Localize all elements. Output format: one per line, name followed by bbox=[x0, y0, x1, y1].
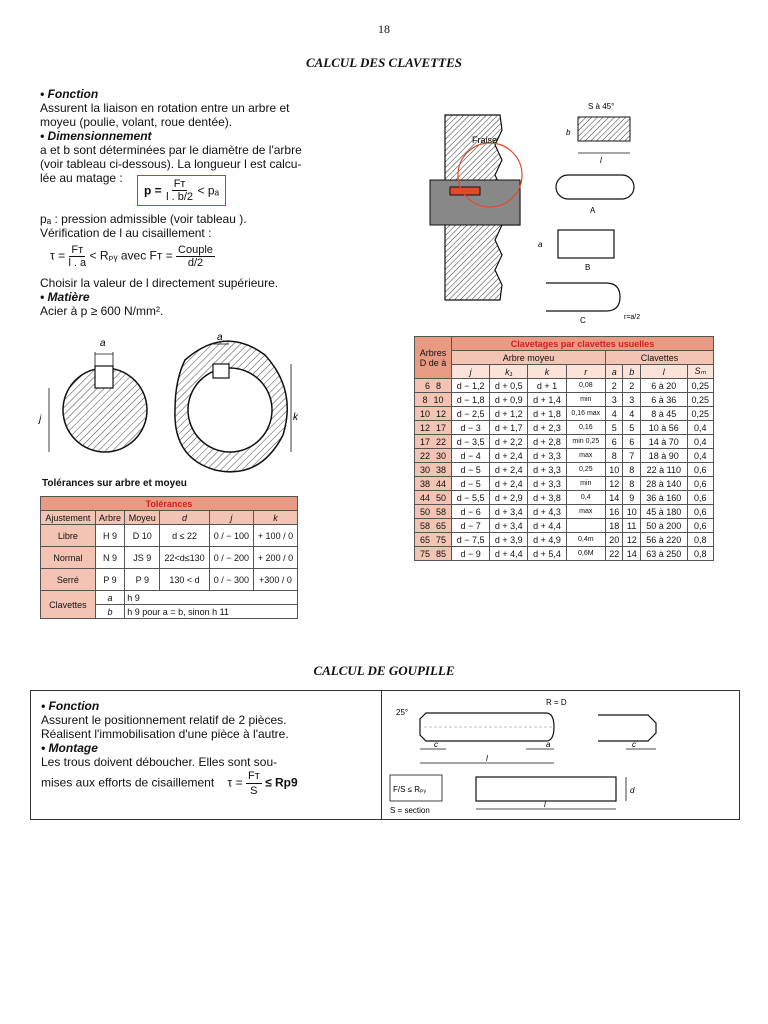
goupille-tau-right: ≤ Rp9 bbox=[265, 775, 298, 790]
table-row bbox=[415, 463, 714, 477]
goupille-fonction-text-1: Assurent le positionnement relatif de 2 pièces. bbox=[41, 713, 287, 727]
clav-subheader: b bbox=[623, 365, 640, 379]
fig-c2: c bbox=[632, 740, 636, 749]
table-cell: min bbox=[566, 477, 605, 491]
table-cell: 0,6 bbox=[687, 463, 713, 477]
table-cell: 0,6 bbox=[687, 491, 713, 505]
table-cell: 10 bbox=[623, 505, 640, 519]
table-cell: 0,8 bbox=[687, 533, 713, 547]
table-cell: 10 12 bbox=[415, 407, 452, 421]
goupille-tau-left: τ = bbox=[227, 775, 243, 790]
table-cell: 6 bbox=[623, 435, 640, 449]
label-C: C bbox=[580, 316, 586, 325]
table-cell: Clavettes bbox=[41, 591, 96, 619]
table-cell: 12 bbox=[623, 533, 640, 547]
goupille-text bbox=[41, 699, 371, 798]
table-cell: 0,6 bbox=[687, 519, 713, 533]
goupille-figure bbox=[386, 693, 736, 817]
table-cell: 8 bbox=[605, 449, 622, 463]
table-cell: 12 bbox=[605, 477, 622, 491]
tol-header: d bbox=[160, 511, 209, 525]
key-type-c bbox=[546, 283, 620, 311]
table-cell: d ≤ 22 bbox=[160, 525, 209, 547]
table-cell: 8 10 bbox=[415, 393, 452, 407]
table-cell: d + 2,2 bbox=[490, 435, 528, 449]
table-cell: 56 à 220 bbox=[640, 533, 687, 547]
table-cell: 45 à 180 bbox=[640, 505, 687, 519]
page-number: 18 bbox=[378, 22, 390, 36]
table-cell: d + 2,3 bbox=[528, 421, 566, 435]
b-label: b bbox=[566, 128, 571, 137]
tol-title: Tolérances bbox=[41, 497, 298, 511]
tau-left: τ = bbox=[50, 248, 66, 263]
shaft-hub-figure bbox=[35, 330, 305, 480]
table-row bbox=[415, 519, 714, 533]
table-cell: 17 22 bbox=[415, 435, 452, 449]
matiere-block bbox=[40, 276, 340, 318]
table-cell: 2 bbox=[623, 379, 640, 393]
table-cell: d − 5 bbox=[452, 463, 490, 477]
table-cell: h 9 bbox=[125, 591, 298, 605]
goupille-divider bbox=[381, 691, 382, 819]
table-cell: d + 3,3 bbox=[528, 463, 566, 477]
table-cell: N 9 bbox=[95, 547, 125, 569]
clav-subheader: l bbox=[640, 365, 687, 379]
goupille-montage-text-2: mises aux efforts de cisaillement bbox=[41, 775, 215, 790]
table-cell: d + 0,9 bbox=[490, 393, 528, 407]
goupille-fonction-heading: • Fonction bbox=[41, 699, 100, 713]
table-cell: d − 7,5 bbox=[452, 533, 490, 547]
fonction-text-1: Assurent la liaison en rotation entre un arbre et bbox=[40, 101, 290, 115]
table-cell: 20 bbox=[605, 533, 622, 547]
table-cell: d − 9 bbox=[452, 547, 490, 561]
table-cell: d − 4 bbox=[452, 449, 490, 463]
table-cell: 22 à 110 bbox=[640, 463, 687, 477]
table-cell: 0 / − 200 bbox=[209, 547, 253, 569]
table-cell: 8 bbox=[623, 477, 640, 491]
tau-mid: < Rₚᵧ avec Fᴛ = bbox=[89, 248, 173, 263]
table-cell: 6 à 36 bbox=[640, 393, 687, 407]
key-type-a bbox=[556, 175, 634, 199]
r-label: r=a/2 bbox=[624, 314, 641, 321]
s45-label: S à 45° bbox=[588, 102, 615, 111]
pa-text: pₐ : pression admissible (voir tableau ). bbox=[40, 212, 247, 226]
table-cell: 0,08 bbox=[566, 379, 605, 393]
tau-num: Fᴛ bbox=[71, 244, 84, 256]
table-cell: 65 75 bbox=[415, 533, 452, 547]
table-cell: 2 bbox=[605, 379, 622, 393]
table-cell: Normal bbox=[41, 547, 96, 569]
fonction-block bbox=[40, 87, 340, 185]
pa-block bbox=[40, 212, 340, 240]
table-row bbox=[415, 379, 714, 393]
tau-den: l . a bbox=[68, 257, 87, 269]
table-cell: 0,6 bbox=[687, 505, 713, 519]
label-A: A bbox=[590, 206, 596, 215]
fig-label-a2: a bbox=[217, 332, 223, 343]
table-cell: d + 3,8 bbox=[528, 491, 566, 505]
hub-bore bbox=[188, 368, 272, 452]
table-cell: 0,16 bbox=[566, 421, 605, 435]
fonction-heading: • Fonction bbox=[40, 87, 99, 101]
table-cell: 18 à 90 bbox=[640, 449, 687, 463]
fraise-label: Fraise bbox=[472, 135, 498, 145]
table-cell: d + 2,4 bbox=[490, 449, 528, 463]
table-cell: 11 bbox=[623, 519, 640, 533]
table-cell: 0,25 bbox=[687, 407, 713, 421]
table-cell: + 200 / 0 bbox=[253, 547, 297, 569]
table-cell: 50 à 200 bbox=[640, 519, 687, 533]
matiere-text: Acier à p ≥ 600 N/mm². bbox=[40, 304, 164, 318]
arbre-moyeu-header: Arbre moyeu bbox=[452, 351, 606, 365]
table-cell: 0 / − 300 bbox=[209, 569, 253, 591]
table-cell: d + 3,3 bbox=[528, 477, 566, 491]
table-row bbox=[415, 533, 714, 547]
fig-rd: R = D bbox=[546, 698, 567, 707]
arbres-header: Arbres D de à bbox=[415, 337, 452, 379]
tau-formula bbox=[50, 244, 215, 269]
tol-header: Moyeu bbox=[125, 511, 160, 525]
fonction-text-2: moyeu (poulie, volant, roue dentée). bbox=[40, 115, 233, 129]
table-cell: d − 1,8 bbox=[452, 393, 490, 407]
table-cell: 14 à 70 bbox=[640, 435, 687, 449]
fig-d: d bbox=[630, 786, 635, 795]
fig-l2: l bbox=[544, 800, 546, 809]
table-row bbox=[415, 449, 714, 463]
table-cell: d − 6 bbox=[452, 505, 490, 519]
table-cell: d − 3,5 bbox=[452, 435, 490, 449]
table-cell: + 100 / 0 bbox=[253, 525, 297, 547]
table-cell bbox=[566, 519, 605, 533]
table-cell: 18 bbox=[605, 519, 622, 533]
table-cell: Libre bbox=[41, 525, 96, 547]
table-cell: max bbox=[566, 449, 605, 463]
table-cell: h 9 pour a = b, sinon h 11 bbox=[125, 605, 298, 619]
choisir-text: Choisir la valeur de l directement supérieure. bbox=[40, 276, 279, 290]
goupille-montage-text-1: Les trous doivent déboucher. Elles sont sou- bbox=[41, 755, 278, 769]
table-cell: d − 2,5 bbox=[452, 407, 490, 421]
table-cell: b bbox=[95, 605, 125, 619]
table-cell: 5 bbox=[623, 421, 640, 435]
table-cell: 3 bbox=[605, 393, 622, 407]
table-cell: d + 1 bbox=[528, 379, 566, 393]
formula-p-left: p = bbox=[144, 183, 162, 198]
table-cell: d + 1,4 bbox=[528, 393, 566, 407]
fig-section: S = section bbox=[390, 806, 430, 815]
goupille-box bbox=[30, 690, 740, 820]
table-cell: 44 50 bbox=[415, 491, 452, 505]
table-cell: 38 44 bbox=[415, 477, 452, 491]
goupille-montage-line-2 bbox=[41, 769, 371, 798]
table-cell: 0,4m bbox=[566, 533, 605, 547]
table-cell: d + 4,3 bbox=[528, 505, 566, 519]
table-cell: 9 bbox=[623, 491, 640, 505]
dimension-text-2: (voir tableau ci-dessous). La longueur l est calcu- bbox=[40, 157, 302, 171]
table-cell: 8 bbox=[623, 463, 640, 477]
table-cell: 28 à 140 bbox=[640, 477, 687, 491]
table-cell: 6 bbox=[605, 435, 622, 449]
table-cell: d + 4,4 bbox=[528, 519, 566, 533]
pin-short bbox=[598, 715, 656, 741]
table-row bbox=[415, 547, 714, 561]
table-cell: 36 à 160 bbox=[640, 491, 687, 505]
table-cell: d + 1,8 bbox=[528, 407, 566, 421]
goupille-tau-num: Fᴛ bbox=[247, 770, 260, 782]
tolerance-table bbox=[40, 496, 298, 619]
tol-header: j bbox=[209, 511, 253, 525]
table-cell: d + 1,7 bbox=[490, 421, 528, 435]
table-cell: 14 bbox=[605, 491, 622, 505]
table-cell: 22<d≤130 bbox=[160, 547, 209, 569]
table-cell: 22 bbox=[605, 547, 622, 561]
key-type-b bbox=[558, 230, 614, 258]
table-cell: 6 à 20 bbox=[640, 379, 687, 393]
tol-header: Arbre bbox=[95, 511, 125, 525]
table-cell: 10 bbox=[605, 463, 622, 477]
table-cell: d + 1,2 bbox=[490, 407, 528, 421]
dimension-heading: • Dimensionnement bbox=[40, 129, 152, 143]
pulley-key-figure bbox=[410, 95, 670, 325]
tol-header: Ajustement bbox=[41, 511, 96, 525]
hub-keyway bbox=[213, 364, 229, 378]
table-cell: d + 5,4 bbox=[528, 547, 566, 561]
table-row bbox=[415, 505, 714, 519]
table-cell: 3 bbox=[623, 393, 640, 407]
table-cell: D 10 bbox=[125, 525, 160, 547]
table-cell: 130 < d bbox=[160, 569, 209, 591]
clavetage-table bbox=[414, 336, 714, 561]
table-cell: d − 5 bbox=[452, 477, 490, 491]
clav-subheader: a bbox=[605, 365, 622, 379]
table-cell: d − 7 bbox=[452, 519, 490, 533]
fig-l1: l bbox=[486, 754, 488, 763]
table-cell: 4 bbox=[623, 407, 640, 421]
table-cell: 58 65 bbox=[415, 519, 452, 533]
table-cell: +300 / 0 bbox=[253, 569, 297, 591]
table-cell: d + 3,4 bbox=[490, 519, 528, 533]
fig-box-text: F/S ≤ Rₚᵧ bbox=[393, 785, 427, 794]
table-cell: 10 à 56 bbox=[640, 421, 687, 435]
table-cell: 0,8 bbox=[687, 547, 713, 561]
table-cell: 0,25 bbox=[687, 379, 713, 393]
table-cell: 0,4 bbox=[566, 491, 605, 505]
table-cell: 30 38 bbox=[415, 463, 452, 477]
clav-subheader: j bbox=[452, 365, 490, 379]
table-cell: 0,6M bbox=[566, 547, 605, 561]
table-row bbox=[415, 407, 714, 421]
table-cell: H 9 bbox=[95, 525, 125, 547]
title-goupille: CALCUL DE GOUPILLE bbox=[313, 663, 455, 678]
table-cell: 63 à 250 bbox=[640, 547, 687, 561]
table-cell: d + 2,8 bbox=[528, 435, 566, 449]
key-top-view bbox=[578, 117, 630, 141]
table-cell: 0,25 bbox=[687, 393, 713, 407]
dimension-text-3: lée au matage : bbox=[40, 171, 123, 185]
table-row bbox=[415, 393, 714, 407]
fig-label-k: k bbox=[293, 412, 298, 423]
table-cell: d + 2,4 bbox=[490, 477, 528, 491]
couple-den: d/2 bbox=[187, 257, 204, 269]
table-row bbox=[415, 477, 714, 491]
fig-25: 25° bbox=[396, 708, 409, 717]
table-cell: 0 / − 100 bbox=[209, 525, 253, 547]
fig-a: a bbox=[546, 740, 551, 749]
table-cell: 0,25 bbox=[566, 463, 605, 477]
dimension-text-1: a et b sont déterminées par le diamètre de l'arbre bbox=[40, 143, 302, 157]
clav-title: Clavetages par clavettes usuelles bbox=[452, 337, 714, 351]
table-cell: d + 3,3 bbox=[528, 449, 566, 463]
goupille-fonction-text-2: Réalisent l'immobilisation d'une pièce à l'autre. bbox=[41, 727, 289, 741]
goupille-montage-heading: • Montage bbox=[41, 741, 98, 755]
table-cell: 0,16 max bbox=[566, 407, 605, 421]
table-cell: d + 3,4 bbox=[490, 505, 528, 519]
shaft-keyway bbox=[95, 366, 113, 388]
table-cell: 50 58 bbox=[415, 505, 452, 519]
table-cell: 14 bbox=[623, 547, 640, 561]
title-clavettes: CALCUL DES CLAVETTES bbox=[305, 55, 463, 70]
clav-subheader: k₁ bbox=[490, 365, 528, 379]
matiere-heading: • Matière bbox=[40, 290, 90, 304]
fig-c1: c bbox=[434, 740, 438, 749]
table-cell: min 0,25 bbox=[566, 435, 605, 449]
table-cell: 5 bbox=[605, 421, 622, 435]
table-cell: d − 5,5 bbox=[452, 491, 490, 505]
table-cell: P 9 bbox=[125, 569, 160, 591]
table-cell: d + 3,9 bbox=[490, 533, 528, 547]
tolerances-caption: Tolérances sur arbre et moyeu bbox=[42, 478, 187, 489]
label-B: B bbox=[585, 263, 591, 272]
table-cell: d + 2,9 bbox=[490, 491, 528, 505]
clavettes-header: Clavettes bbox=[605, 351, 713, 365]
table-cell: d − 3 bbox=[452, 421, 490, 435]
table-cell: 12 17 bbox=[415, 421, 452, 435]
formula-p-right: < pₐ bbox=[197, 183, 219, 198]
table-cell: 7 bbox=[623, 449, 640, 463]
clav-subheader: r bbox=[566, 365, 605, 379]
table-cell: 75 85 bbox=[415, 547, 452, 561]
table-cell: 4 bbox=[605, 407, 622, 421]
goupille-tau-den: S bbox=[250, 785, 258, 797]
table-cell: d + 0,5 bbox=[490, 379, 528, 393]
fig-label-a1: a bbox=[100, 338, 106, 349]
table-cell: 0,4 bbox=[687, 449, 713, 463]
clav-subheader: k bbox=[528, 365, 566, 379]
formula-p-den: l . b/2 bbox=[166, 191, 194, 203]
table-cell: 0,4 bbox=[687, 421, 713, 435]
fig-label-j: j bbox=[39, 414, 42, 425]
table-cell: Serré bbox=[41, 569, 96, 591]
table-cell: 0,4 bbox=[687, 435, 713, 449]
formula-p-box bbox=[137, 175, 226, 206]
table-row bbox=[415, 421, 714, 435]
table-cell: JS 9 bbox=[125, 547, 160, 569]
table-cell: min bbox=[566, 393, 605, 407]
couple-num: Couple bbox=[178, 244, 213, 256]
table-cell: 0,6 bbox=[687, 477, 713, 491]
table-cell: max bbox=[566, 505, 605, 519]
table-cell: 8 à 45 bbox=[640, 407, 687, 421]
pin-cylinder bbox=[476, 777, 616, 801]
table-cell: d + 2,4 bbox=[490, 463, 528, 477]
table-row bbox=[415, 435, 714, 449]
table-cell: 16 bbox=[605, 505, 622, 519]
table-cell: a bbox=[95, 591, 125, 605]
formula-p-num: Fᴛ bbox=[173, 178, 186, 190]
pulley-key bbox=[450, 187, 480, 195]
table-cell: P 9 bbox=[95, 569, 125, 591]
l-label: l bbox=[600, 156, 602, 165]
a-label: a bbox=[538, 240, 543, 249]
table-cell: 6 8 bbox=[415, 379, 452, 393]
table-cell: d + 4,9 bbox=[528, 533, 566, 547]
tol-header: k bbox=[253, 511, 297, 525]
clav-subheader: Sₘ bbox=[687, 365, 713, 379]
table-cell: d + 4,4 bbox=[490, 547, 528, 561]
table-cell: 22 30 bbox=[415, 449, 452, 463]
table-row bbox=[415, 491, 714, 505]
table-cell: d − 1,2 bbox=[452, 379, 490, 393]
verif-text: Vérification de l au cisaillement : bbox=[40, 226, 212, 240]
